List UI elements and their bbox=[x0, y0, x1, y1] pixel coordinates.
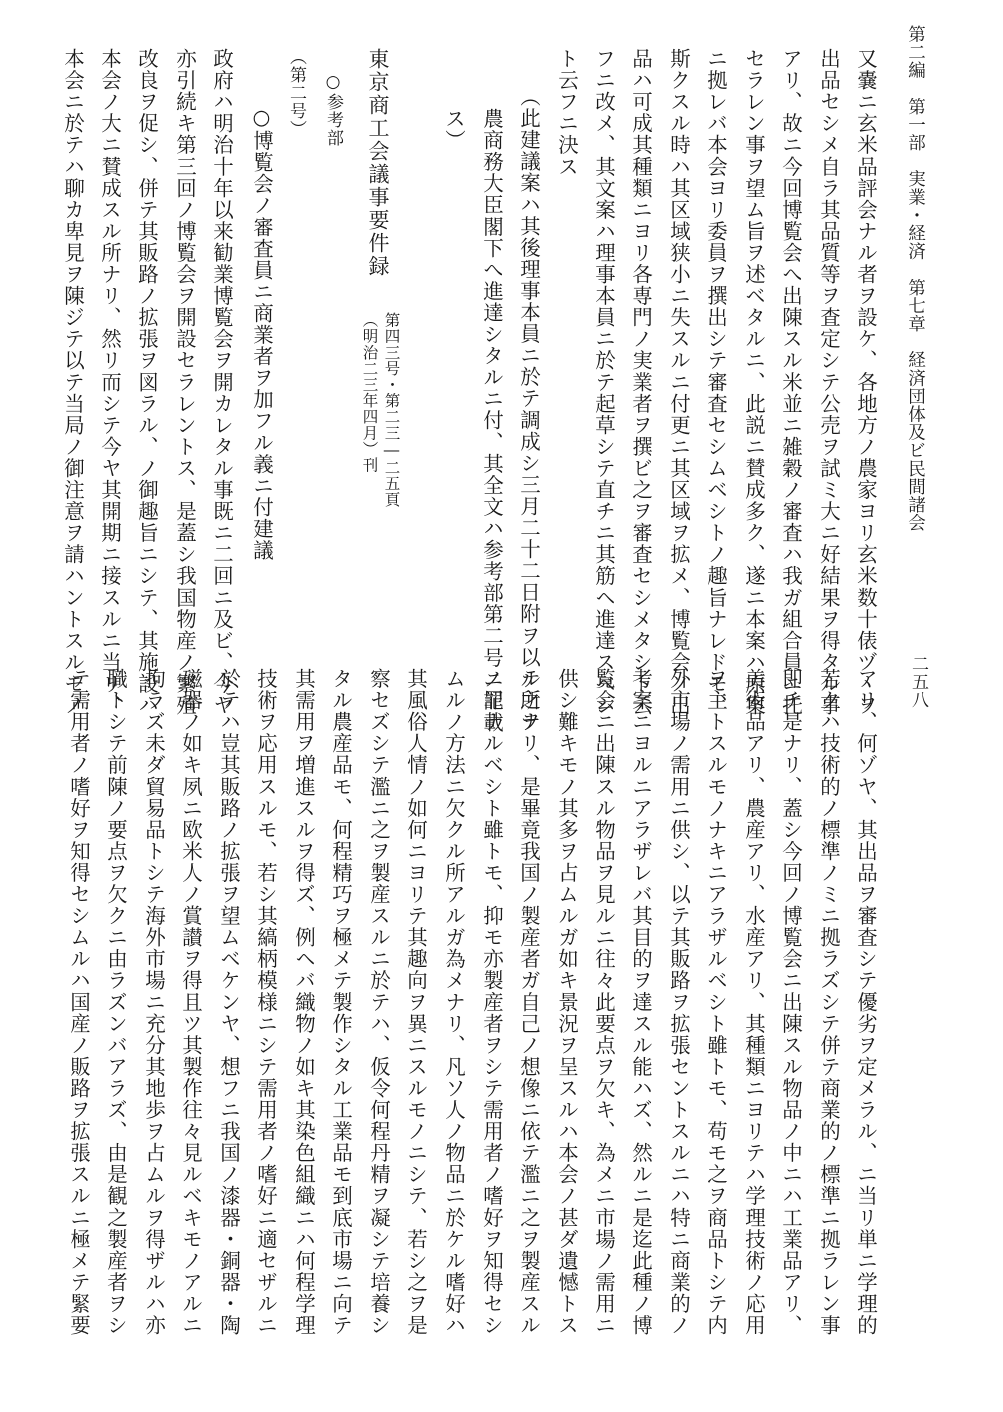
proposal-title: ○博覧会ノ審査員ニ商業者ヲ加フル義ニ付建議 bbox=[249, 105, 274, 562]
lower-line: 即チ是ナリ、蓋シ今回ノ博覧会ニ出陳スル物品ノ中ニハ工業品アリ、 bbox=[778, 668, 803, 1337]
running-header: 第二編 第一部 実業・経済 第七章 経済団体及ビ民間諸会 bbox=[905, 25, 926, 532]
upper-line: 農商務大臣閣下へ進達シタルニ付、其全文ハ参考部第二号ニ記載 bbox=[479, 108, 504, 733]
lower-line: 拘ラズ未ダ貿易品トシテ海外市場ニ充分其地歩ヲ占ムルヲ得ザルハ亦 bbox=[141, 668, 166, 1337]
upper-line: 又嚢ニ玄米品評会ナル者ヲ設ケ、各地方ノ農家ヨリ玄米数十俵ヅヽヲ bbox=[853, 48, 878, 717]
upper-line: 出品セシメ自ラ其品質等ヲ査定シテ公売ヲ試ミ大ニ好結果ヲ得タル事 bbox=[816, 48, 841, 717]
lower-line: タル農産品モ、何程精巧ヲ極メテ製作シタル工業品モ到底市場ニ向テ bbox=[328, 668, 353, 1337]
lower-line: テ需用者ノ嗜好ヲ知得セシムルハ国産ノ販路ヲ拡張スルニ極メテ緊要 bbox=[66, 668, 91, 1337]
lower-line: 察セズシテ濫ニ之ヲ製産スルニ於テハ、仮令何程丹精ヲ凝シテ培養シ bbox=[366, 668, 391, 1337]
lower-line: 其風俗人情ノ如何ニヨリテ其趣向ヲ異ニスルモノニシテ、若シ之ヲ是 bbox=[403, 668, 428, 1337]
upper-line: アリ、故ニ今回博覧会へ出陳スル米並ニ雑穀ノ審査ハ我ガ組合員ニ托 bbox=[778, 48, 803, 717]
upper-line: 斯クスル時ハ其区域狭小ニ失スルニ付更ニ其区域ヲ拡メ、博覧会ノ出 bbox=[666, 48, 691, 717]
source-title: 東京商工会議事要件録 bbox=[366, 48, 390, 278]
lower-line: 於テハ豈其販路ノ拡張ヲ望ムベケンヤ、想フニ我国ノ漆器・銅器・陶 bbox=[216, 668, 241, 1337]
proposal-line: 改良ヲ促シ、併テ其販路ノ拡張ヲ図ラル、ノ御趣旨ニシテ、其施設ハ bbox=[134, 48, 159, 717]
upper-line: ス） bbox=[441, 108, 466, 152]
lower-line: ノ罪ナルベシト雖トモ、抑モ亦製産者ヲシテ需用者ノ嗜好ヲ知得セシ bbox=[479, 668, 504, 1337]
proposal-line: 本会ノ大ニ賛成スル所ナリ、然リ而シテ今ヤ其開期ニ接スルニ当リ、 bbox=[97, 48, 122, 717]
upper-line: （此建議案ハ其後理事本員ニ於テ調成シ三月二十二日附ヲ以テ之ヲ bbox=[516, 86, 541, 733]
lower-line: 其需用ヲ増進スルヲ得ズ、例ヘバ織物ノ如キ其染色組織ニハ何程学理 bbox=[291, 668, 316, 1337]
lower-line: 美術品アリ、農産アリ、水産アリ、其種類ニヨリテハ学理技術ノ応用 bbox=[741, 668, 766, 1337]
upper-line: ト云フニ決ス bbox=[554, 48, 579, 178]
upper-line: セラレン事ヲ望ム旨ヲ述ベタルニ、此説ニ賛成多ク、遂ニ本案ハ原案 bbox=[741, 48, 766, 717]
upper-line: ニ拠レバ本会ヨリ委員ヲ撰出シテ審査セシムベシトノ趣旨ナレドモ、 bbox=[703, 48, 728, 717]
proposal-line: 本会ニ於テハ聊カ卑見ヲ陳ジテ以テ当局ノ御注意ヲ請ハントスルモノ bbox=[60, 48, 85, 717]
proposal-line: 政府ハ明治十年以来勧業博覧会ヲ開カレタル事既ニ二回ニ及ビ、今ヤ bbox=[209, 48, 234, 717]
lower-line: 覧会ニ出陳スル物品ヲ見ルニ往々此要点ヲ欠キ、為メニ市場ノ需用ニ bbox=[591, 668, 616, 1337]
page-number: 二五八 bbox=[908, 655, 928, 709]
lower-line: 外市場ノ需用ニ供シ、以テ其販路ヲ拡張セントスルニハ特ニ商業的ノ bbox=[666, 668, 691, 1337]
lower-line: 磁器ノ如キ夙ニ欧米人ノ賞讃ヲ得且ツ其製作往々見ルベキモノアルニ bbox=[178, 668, 203, 1337]
reference-section-label: ○参考部 bbox=[323, 72, 343, 147]
upper-line: フニ改メ、其文案ハ理事本員ニ於テ起草シテ直チニ其筋ヘ進達スベシ bbox=[591, 48, 616, 717]
lower-line: 供シ難キモノ其多ヲ占ムルガ如キ景況ヲ呈スルハ本会ノ甚ダ遺憾トス bbox=[554, 668, 579, 1337]
lower-line: 職トシテ前陳ノ要点ヲ欠クニ由ラズンバアラズ、由是観之製産者ヲシ bbox=[103, 668, 128, 1337]
source-detail: 第四三号・第二三―二五頁 bbox=[382, 312, 401, 508]
document-number: （第二号） bbox=[286, 48, 306, 138]
lower-line: 若クハ技術的ノ標準ノミニ拠ラズシテ併テ商業的ノ標準ニ拠ラレン事 bbox=[816, 668, 841, 1337]
proposal-line: 亦引続キ第三回ノ博覧会ヲ開設セラレントス、是蓋シ我国物産ノ繁殖 bbox=[172, 48, 197, 717]
upper-line: 品ハ可成其種類ニヨリ各専門ノ実業者ヲ撰ビ之ヲ審査セシメタシト云 bbox=[628, 48, 653, 717]
lower-line: ル所ナリ、是畢竟我国ノ製産者ガ自己ノ想像ニ依テ濫ニ之ヲ製産スル bbox=[516, 668, 541, 1337]
lower-line: ヲ主トスルモノナキニアラザルベシト雖トモ、苟モ之ヲ商品トシテ内 bbox=[703, 668, 728, 1337]
lower-line: 考案ニヨルニアラザレバ其目的ヲ達スル能ハズ、然ルニ是迄此種ノ博 bbox=[628, 668, 653, 1337]
lower-line: アリ、何ゾヤ、其出品ヲ審査シテ優劣ヲ定メラル、ニ当リ単ニ学理的 bbox=[853, 668, 878, 1337]
lower-line: ムルノ方法ニ欠クル所アルガ為メナリ、凡ソ人ノ物品ニ於ケル嗜好ハ bbox=[441, 668, 466, 1337]
lower-line: 技術ヲ応用スルモ、若シ其縞柄模様ニシテ需用者ノ嗜好ニ適セザルニ bbox=[253, 668, 278, 1337]
source-detail-date: （明治二三年四月）刊 bbox=[360, 312, 379, 473]
